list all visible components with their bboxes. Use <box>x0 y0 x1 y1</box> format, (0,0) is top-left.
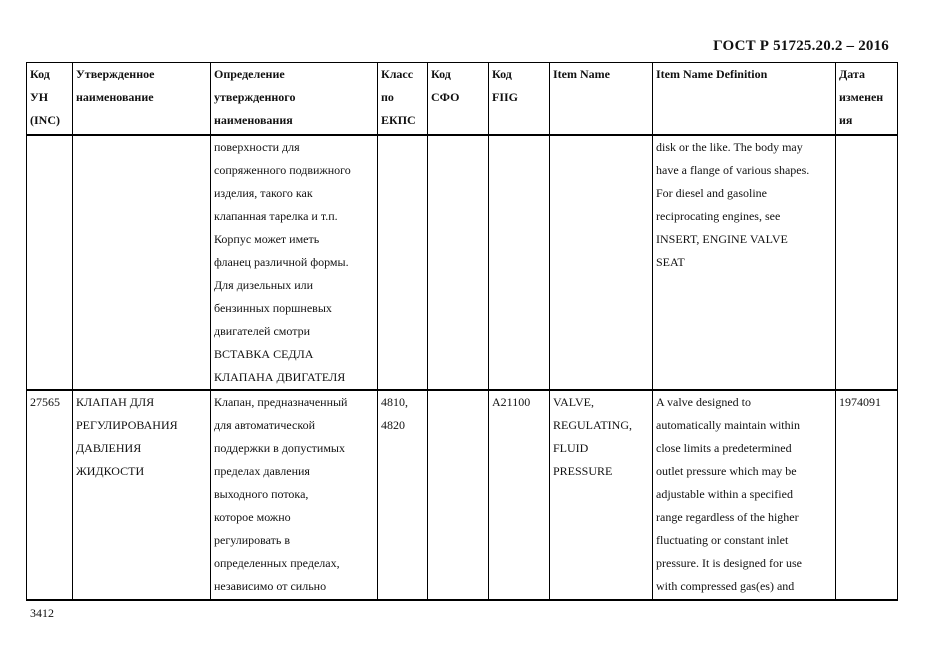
header-line: Item Name Definition <box>656 67 768 81</box>
cell-item-name-definition <box>653 135 836 390</box>
cell-definition <box>211 135 378 390</box>
cell-line: двигателей смотри <box>214 324 311 338</box>
cell-line: SEAT <box>656 255 685 269</box>
header-line: по <box>381 90 394 104</box>
cell-line: регулировать в <box>214 533 291 547</box>
cell-line: ВСТАВКА СЕДЛА <box>214 347 314 361</box>
cell-line: close limits a predetermined <box>656 441 792 455</box>
cell-line: Для дизельных или <box>214 278 314 292</box>
cell-class <box>378 135 428 390</box>
cell-line: поверхности для <box>214 140 300 154</box>
header-line: (INC) <box>30 113 60 127</box>
header-line: Код <box>492 67 512 81</box>
cell-line: фланец различной формы. <box>214 255 349 269</box>
cell-line: automatically maintain within <box>656 418 800 432</box>
header-line: FIIG <box>492 90 519 104</box>
cell-line: 27565 <box>30 395 60 409</box>
cell-line: INSERT, ENGINE VALVE <box>656 232 788 246</box>
cell-line: 4810, <box>381 395 408 409</box>
cell-line: определенных пределах, <box>214 556 340 570</box>
cell-line: adjustable within a specified <box>656 487 793 501</box>
cell-line: ЖИДКОСТИ <box>76 464 145 478</box>
catalog-table <box>26 62 898 601</box>
cell-approved-name <box>73 390 211 600</box>
header-class <box>378 63 428 136</box>
cell-item-name-definition <box>653 390 836 600</box>
cell-line: клапанная тарелка и т.п. <box>214 209 338 223</box>
cell-line: FLUID <box>553 441 589 455</box>
cell-sfo-code <box>428 135 489 390</box>
cell-line: outlet pressure which may be <box>656 464 797 478</box>
header-item-name-definition <box>653 63 836 136</box>
cell-line: disk or the like. The body may <box>656 140 803 154</box>
cell-line: независимо от сильно <box>214 579 327 593</box>
cell-line: КЛАПАНА ДВИГАТЕЛЯ <box>214 370 346 384</box>
cell-line: A valve designed to <box>656 395 751 409</box>
cell-line: которое можно <box>214 510 291 524</box>
document-title: ГОСТ Р 51725.20.2 – 2016 <box>713 38 889 54</box>
header-sfo-code <box>428 63 489 136</box>
cell-class <box>378 390 428 600</box>
cell-line: бензинных поршневых <box>214 301 332 315</box>
header-line: Код <box>431 67 451 81</box>
header-line: изменен <box>839 90 884 104</box>
header-line: Класс <box>381 67 414 81</box>
header-line: УН <box>30 90 49 104</box>
cell-line: пределах давления <box>214 464 310 478</box>
table-row <box>27 135 898 390</box>
cell-line: Корпус может иметь <box>214 232 320 246</box>
header-line: утвержденного <box>214 90 296 104</box>
header-line: наименования <box>214 113 293 127</box>
cell-fiig-code <box>489 390 550 600</box>
cell-line: выходного потока, <box>214 487 309 501</box>
table-row <box>27 390 898 600</box>
header-inc-code <box>27 63 73 136</box>
cell-line: with compressed gas(es) and <box>656 579 795 593</box>
header-line: СФО <box>431 90 460 104</box>
header-line: Утвержденное <box>76 67 155 81</box>
cell-line: have a flange of various shapes. <box>656 163 810 177</box>
cell-line: для автоматической <box>214 418 315 432</box>
cell-change-date <box>836 390 898 600</box>
cell-line: reciprocating engines, see <box>656 209 781 223</box>
header-row <box>27 63 898 136</box>
cell-item-name <box>550 390 653 600</box>
cell-line: VALVE, <box>553 395 595 409</box>
cell-line: 1974091 <box>839 395 881 409</box>
cell-line: 4820 <box>381 418 405 432</box>
header-fiig-code <box>489 63 550 136</box>
cell-inc-code <box>27 135 73 390</box>
cell-line: pressure. It is designed for use <box>656 556 802 570</box>
header-line: ия <box>839 113 853 127</box>
header-line: ЕКПС <box>381 113 416 127</box>
cell-line: A21100 <box>492 395 531 409</box>
header-change-date <box>836 63 898 136</box>
cell-sfo-code <box>428 390 489 600</box>
header-line: Определение <box>214 67 285 81</box>
header-line: Дата <box>839 67 865 81</box>
cell-definition <box>211 390 378 600</box>
header-line: наименование <box>76 90 154 104</box>
cell-line: REGULATING, <box>553 418 632 432</box>
cell-change-date <box>836 135 898 390</box>
header-line: Item Name <box>553 67 610 81</box>
cell-line: РЕГУЛИРОВАНИЯ <box>76 418 178 432</box>
cell-line: ДАВЛЕНИЯ <box>76 441 142 455</box>
header-item-name <box>550 63 653 136</box>
cell-item-name <box>550 135 653 390</box>
cell-line: range regardless of the higher <box>656 510 799 524</box>
header-approved-name <box>73 63 211 136</box>
cell-line: fluctuating or constant inlet <box>656 533 789 547</box>
header-line: Код <box>30 67 50 81</box>
cell-line: PRESSURE <box>553 464 613 478</box>
header-definition <box>211 63 378 136</box>
cell-line: КЛАПАН ДЛЯ <box>76 395 155 409</box>
cell-line: поддержки в допустимых <box>214 441 345 455</box>
cell-line: Клапан, предназначенный <box>214 395 348 409</box>
cell-line: сопряженного подвижного <box>214 163 351 177</box>
cell-line: изделия, такого как <box>214 186 313 200</box>
cell-approved-name <box>73 135 211 390</box>
cell-inc-code <box>27 390 73 600</box>
cell-line: For diesel and gasoline <box>656 186 767 200</box>
page-number: 3412 <box>30 606 54 620</box>
cell-fiig-code <box>489 135 550 390</box>
